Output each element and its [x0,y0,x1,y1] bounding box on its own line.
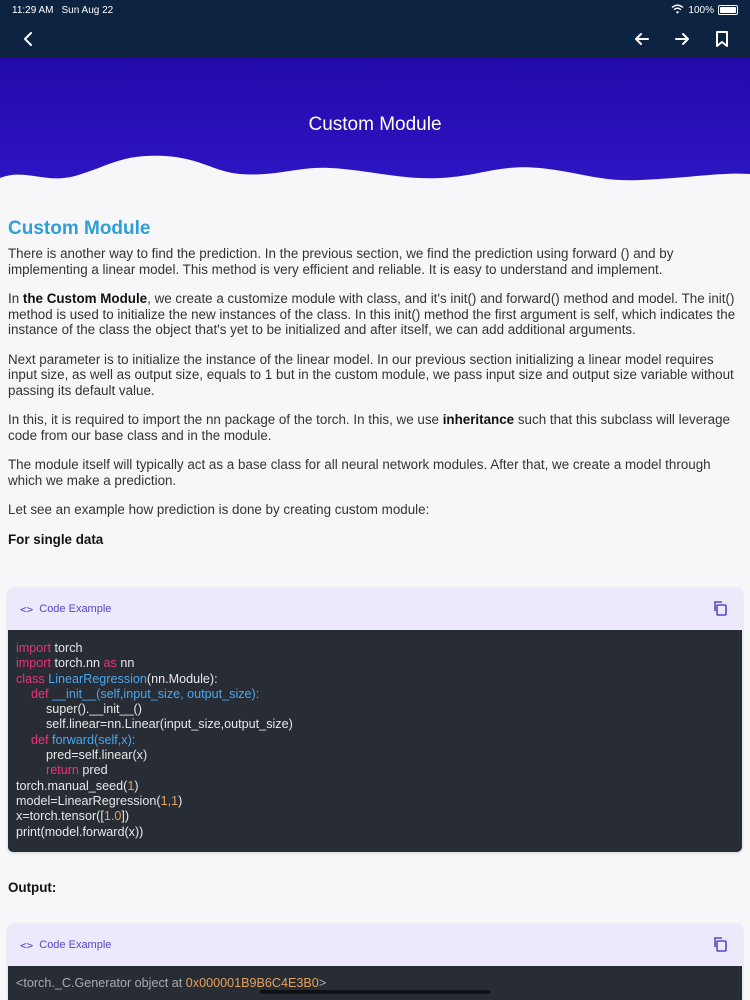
code-line: model=LinearRegression(1,1) [16,793,183,808]
nav-bar [0,20,750,58]
chevron-left-icon [19,30,37,48]
paragraph-1: There is another way to find the prediction. In the previous section, we find the prediction using forward () and by implementing a linear model. This method is very efficient and reliable. It is easy to understand and implement. [8,246,674,277]
code-block[interactable] [8,630,742,852]
hero-wave-decoration [0,142,750,192]
previous-button[interactable] [629,26,655,52]
subheading-single-data: For single data [8,531,104,547]
code-line: print(model.forward(x)) [16,824,144,839]
code-line: import torch [16,641,83,655]
paragraph-2 [8,291,738,338]
battery-percent: 100% [688,4,714,16]
code-example-card [8,588,742,852]
paragraph-5: The module itself will typically act as a base class for all neural network modules. After that, we create a model through which we make a prediction. [8,457,711,488]
status-date: Sun Aug 22 [61,4,114,16]
output-label: Output: [8,880,57,895]
code-card-header [8,588,742,630]
back-button[interactable] [15,26,41,52]
copy-button[interactable] [712,600,730,618]
paragraph-6: Let see an example how prediction is done by creating custom module: [8,502,430,517]
arrow-right-icon [673,30,691,48]
section-title: Custom Module [8,218,151,239]
hero-title: Custom Module [308,114,442,135]
code-icon: <> [20,938,34,952]
hero-banner [0,58,750,192]
code-line: self.linear=nn.Linear(input_size,output_size) [46,717,293,732]
home-indicator[interactable] [260,990,490,994]
output-code-card [8,924,742,1000]
paragraph-2-bold: the Custom Module [22,291,148,306]
code-line: import torch.nn as nn [16,656,135,671]
paragraph-4-bold: inheritance [442,412,515,427]
paragraph-4-prefix: In this, it is required to import the nn package of the torch. In this, we use [8,412,443,427]
code-card-header [8,924,742,966]
copy-button[interactable] [712,936,730,954]
copy-icon [712,600,728,616]
output-code-block[interactable] [8,966,742,1000]
code-line: torch.manual_seed(1) [16,778,139,793]
copy-icon [712,936,728,952]
status-time: 11:29 AM [12,4,54,16]
status-bar [0,0,750,20]
arrow-left-icon [633,30,651,48]
paragraph-3: Next parameter is to initialize the instance of the linear model. In our previous section initializing a linear model requires input size, as well as output size, equals to 1 but in the custom module, we pass input size and output size variable without passing its default value. [8,351,734,398]
code-line: pred=self.linear(x) [46,748,148,763]
code-line: return pred [46,763,108,778]
code-card-label: Code Example [39,603,112,615]
wifi-icon [671,4,684,17]
code-line: def forward(self,x): [31,732,136,747]
next-button[interactable] [669,26,695,52]
output-text-end: > [318,976,327,990]
code-line: super().__init__() [46,702,142,717]
bookmark-icon [713,30,731,48]
article-content [8,218,738,547]
output-address: 0x000001B9B6C4E3B0 [185,976,319,990]
code-line: def __init__(self,input_size, output_size): [31,686,260,701]
output-text: <torch._C.Generator object at [16,976,186,990]
paragraph-2-suffix: , we create a customize module with class, and it's init() and forward() method and model. The init() method is used to initialize the new instances of the class. In this init() method the first argument is self, which indicates the instance of the class the object that's yet to be initialized and after itself, we can add additional arguments. [8,291,736,337]
battery-icon [718,5,738,15]
code-icon: <> [20,602,34,616]
code-card-label: Code Example [39,939,112,951]
code-line: x=torch.tensor([1.0]) [16,809,130,824]
code-line: class LinearRegression(nn.Module): [16,671,218,686]
bookmark-button[interactable] [709,26,735,52]
paragraph-2-prefix: In [8,291,23,306]
paragraph-4-suffix: such that this subclass will leverage code from our base class and in the module. [8,412,730,443]
paragraph-4 [8,412,738,443]
